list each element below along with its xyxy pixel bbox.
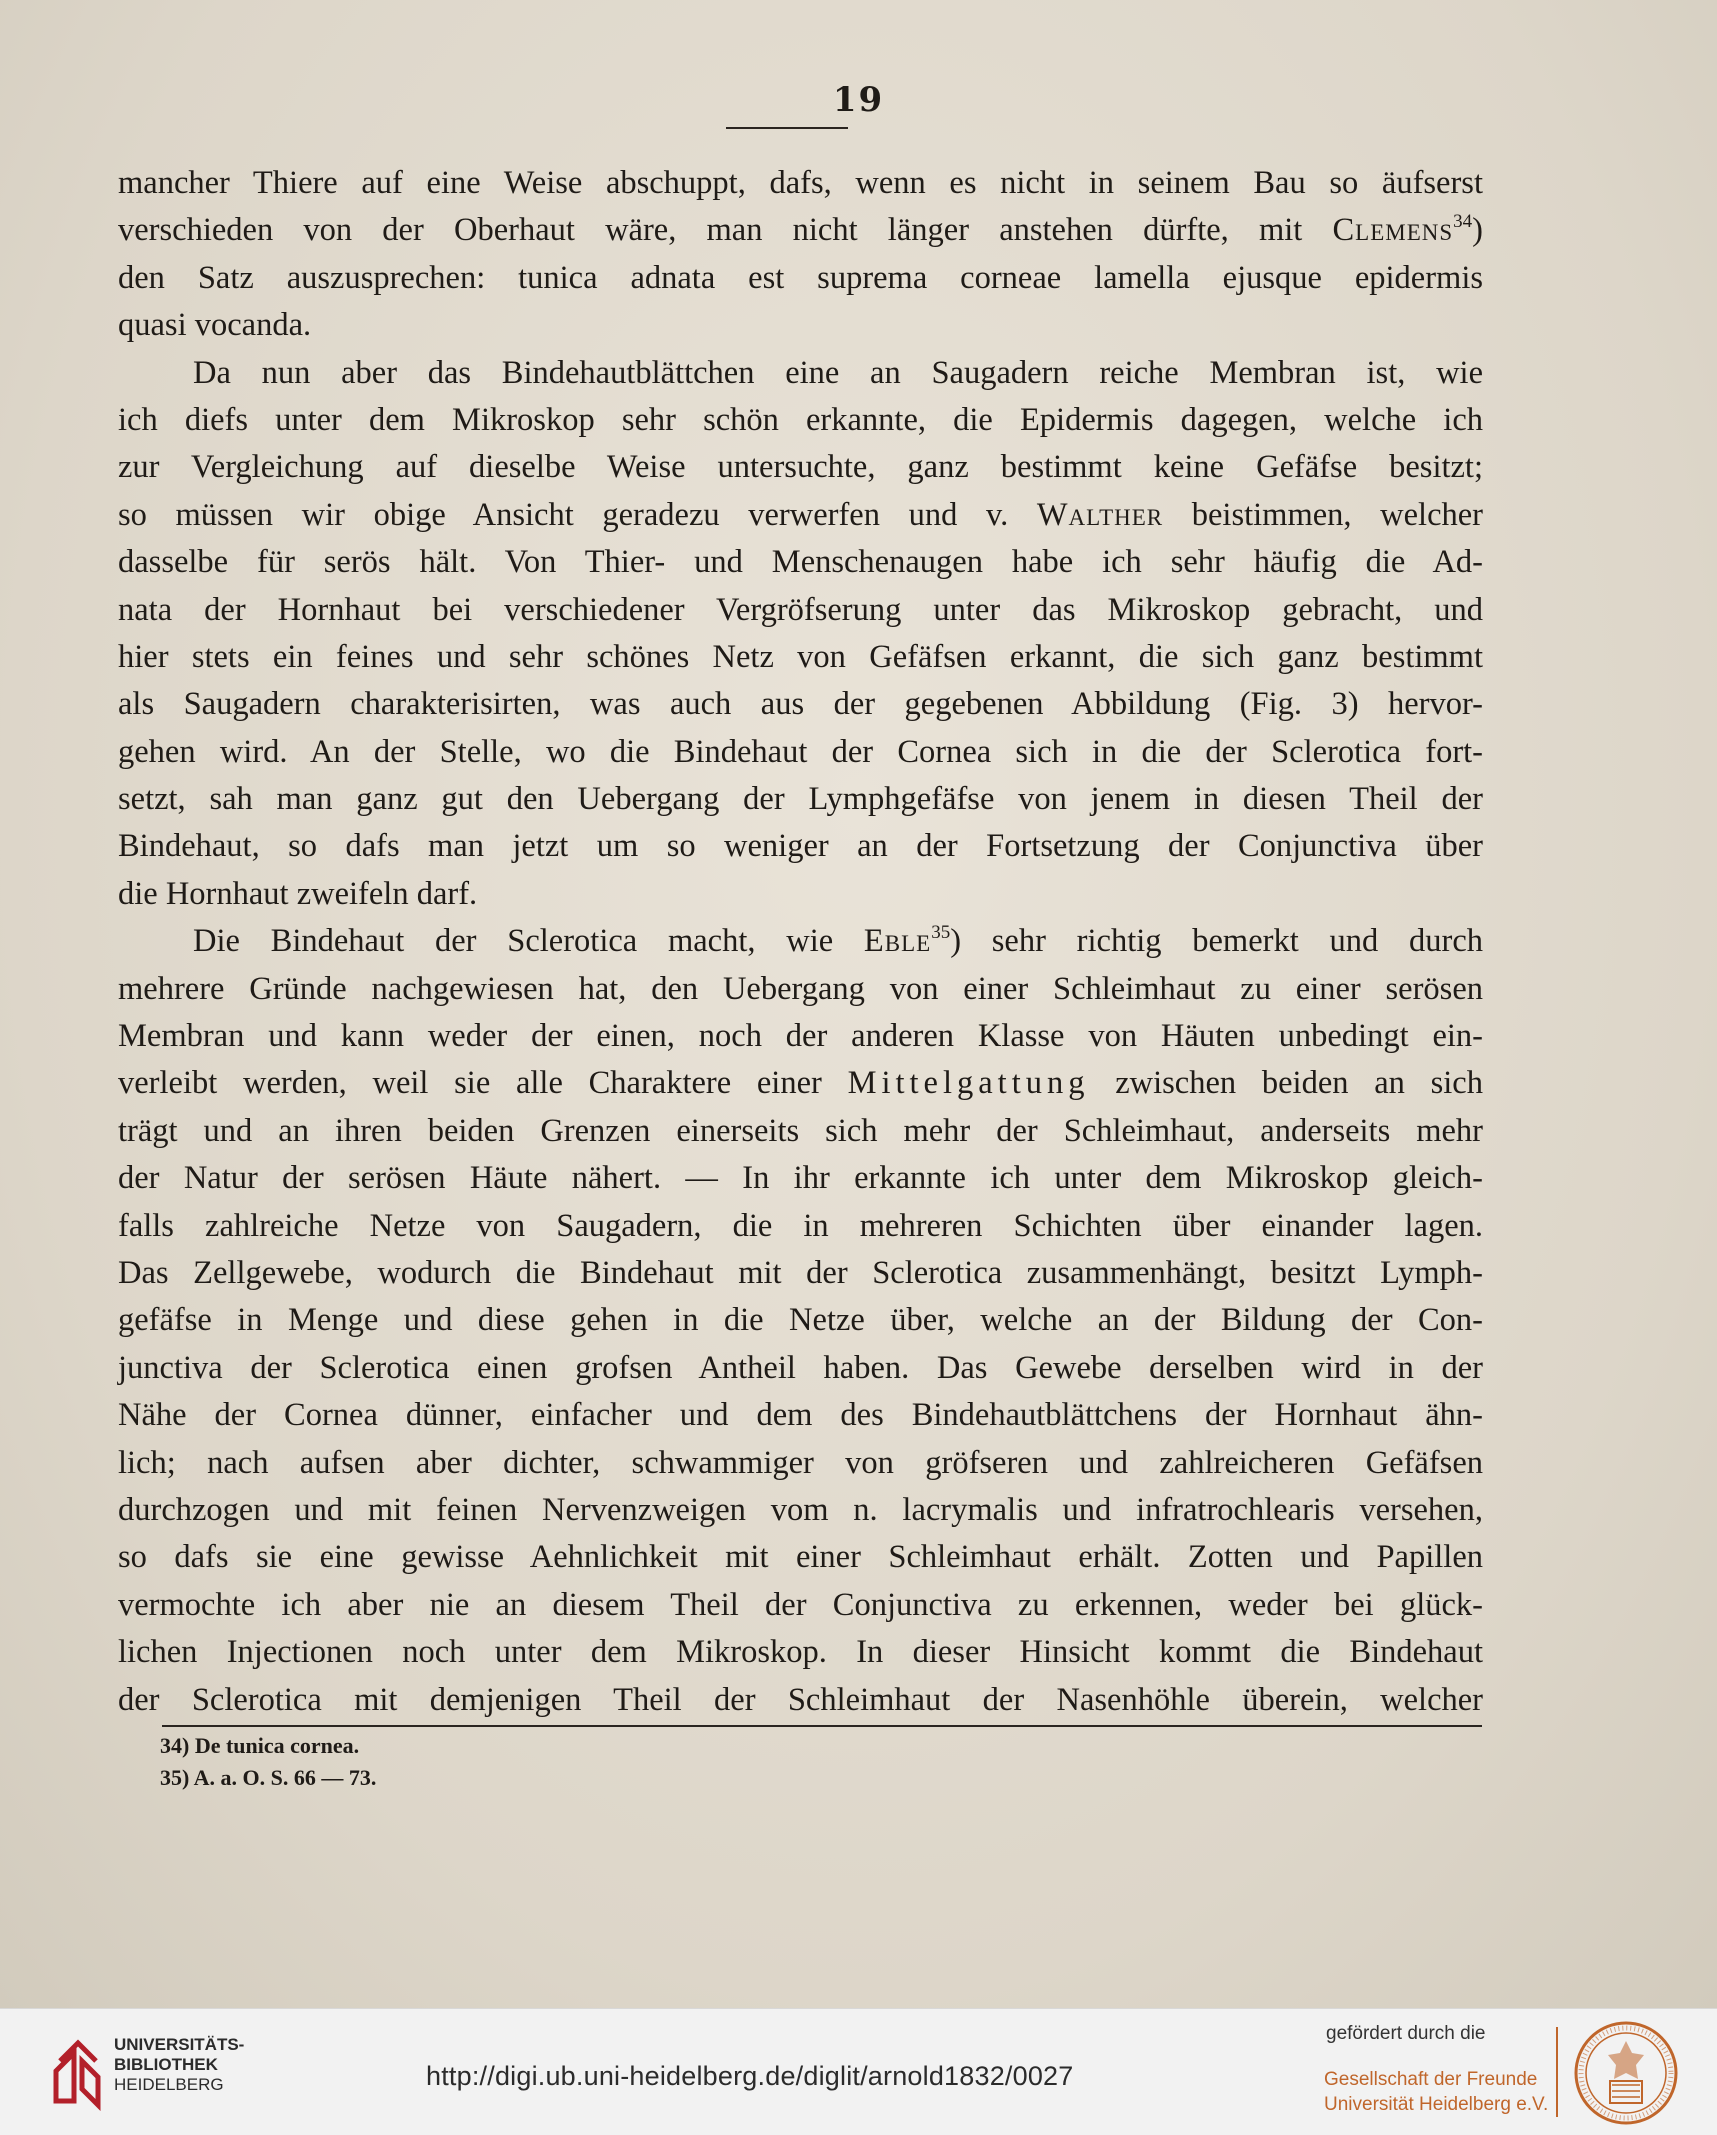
text-line: [118, 1534, 1483, 1581]
text-line: [118, 1440, 1483, 1487]
text-segment: ) sehr richtig bemerkt und durch: [950, 923, 1483, 960]
text-line: [118, 1250, 1483, 1297]
text-line: [118, 776, 1483, 823]
text-segment: Die Bindehaut der Sclerotica macht, wie: [193, 923, 864, 960]
text-segment: Eble: [863, 923, 932, 960]
text-segment: der Natur der serösen Häute nähert. — In ihr erkannte ich unter dem Mikroskop gleich-: [118, 1160, 1483, 1197]
footnote-34: 34) De tunica cornea.: [160, 1733, 360, 1758]
page-number-rule: [726, 127, 848, 129]
page-number: 19: [832, 80, 885, 120]
library-name-line-1: UNIVERSITÄTS-: [114, 2035, 245, 2054]
text-segment: so dafs sie eine gewisse Aehnlichkeit mit einer Schleimhaut erhält. Zotten und Papillen: [118, 1539, 1483, 1576]
text-line: [118, 1108, 1483, 1155]
text-segment: hier stets ein feines und sehr schönes Netz von Gefäfsen erkannt, die sich ganz bestimmt: [118, 638, 1483, 675]
text-line: [118, 1345, 1483, 1392]
text-segment: zur Vergleichung auf dieselbe Weise untersuchte, ganz bestimmt keine Gefäfse besitzt;: [118, 449, 1483, 486]
university-seal-icon: [1572, 2019, 1680, 2127]
society-name-line-1: Gesellschaft der Freunde: [1324, 2069, 1538, 2090]
text-line: [118, 634, 1483, 681]
text-segment: Bindehaut, so dafs man jetzt um so weniger an der Fortsetzung der Conjunctiva über: [118, 828, 1483, 865]
text-segment: die Hornhaut zweifeln darf.: [118, 875, 478, 912]
text-line: [118, 350, 1483, 397]
text-line: [118, 918, 1483, 965]
text-segment: quasi vocanda.: [118, 307, 312, 344]
text-line: [118, 1629, 1483, 1676]
text-segment: junctiva der Sclerotica einen grofsen Antheil haben. Das Gewebe derselben wird in der: [118, 1349, 1483, 1386]
digitization-footer: [0, 2008, 1717, 2135]
text-line: [118, 1013, 1483, 1060]
funded-by-label: gefördert durch die: [1326, 2023, 1486, 2044]
text-segment: verleibt werden, weil sie alle Charaktere einer: [118, 1065, 848, 1102]
body-text: [118, 160, 1483, 1724]
text-line: [118, 444, 1483, 491]
text-line: [118, 871, 1483, 918]
footnote-35: 35) A. a. O. S. 66 — 73.: [160, 1765, 377, 1790]
text-line: [118, 302, 1483, 349]
text-segment: durchzogen und mit feinen Nervenzweigen vom n. lacrymalis und infratrochlearis versehen,: [118, 1491, 1483, 1528]
text-segment: so müssen wir obige Ansicht geradezu verwerfen und v.: [118, 496, 1037, 533]
text-line: [118, 492, 1483, 539]
footnote-rule: [162, 1725, 1482, 1727]
permalink-url[interactable]: http://digi.ub.uni-heidelberg.de/diglit/arnold1832/0027: [426, 2061, 1074, 2091]
text-segment: vermochte ich aber nie an diesem Theil der Conjunctiva zu erkennen, weder bei glück-: [118, 1586, 1483, 1623]
text-segment: setzt, sah man ganz gut den Uebergang der Lymphgefäfse von jenem in diesen Theil der: [118, 781, 1483, 818]
text-segment: gefäfse in Menge und diese gehen in die Netze über, welche an der Bildung der Con-: [118, 1302, 1483, 1339]
text-segment: Da nun aber das Bindehautblättchen eine an Saugadern reiche Membran ist, wie: [193, 354, 1483, 391]
text-segment: mehrere Gründe nachgewiesen hat, den Uebergang von einer Schleimhaut zu einer serösen: [118, 970, 1483, 1007]
text-line: [118, 966, 1483, 1013]
text-segment: falls zahlreiche Netze von Saugadern, die in mehreren Schichten über einander lagen.: [118, 1207, 1483, 1244]
text-line: [118, 539, 1483, 586]
text-segment: lich; nach aufsen aber dichter, schwammiger von gröfseren und zahlreicheren Gefäfsen: [118, 1444, 1483, 1481]
text-line: [118, 397, 1483, 444]
text-line: [118, 1203, 1483, 1250]
text-line: [118, 1677, 1483, 1724]
text-segment: zwischen beiden an sich: [1089, 1065, 1483, 1102]
text-segment: Membran und kann weder der einen, noch der anderen Klasse von Häuten unbedingt ein-: [118, 1018, 1483, 1055]
text-line: [118, 1297, 1483, 1344]
text-line: [118, 587, 1483, 634]
footnotes: [160, 1730, 376, 1794]
text-segment: ): [1472, 212, 1483, 249]
text-segment: trägt und an ihren beiden Grenzen einerseits sich mehr der Schleimhaut, anderseits mehr: [118, 1112, 1483, 1149]
text-segment: gehen wird. An der Stelle, wo die Bindehaut der Cornea sich in die der Sclerotica fort-: [118, 733, 1483, 770]
library-name-line-3: HEIDELBERG: [114, 2075, 224, 2094]
society-name[interactable]: [1324, 2067, 1548, 2117]
society-name-line-2: Universität Heidelberg e.V.: [1324, 2094, 1549, 2115]
library-name[interactable]: [114, 2035, 244, 2095]
text-segment: nata der Hornhaut bei verschiedener Vergröfserung unter das Mikroskop gebracht, und: [118, 591, 1483, 628]
footer-divider: [1556, 2027, 1558, 2117]
text-segment: Nähe der Cornea dünner, einfacher und dem des Bindehautblättchens der Hornhaut ähn-: [118, 1397, 1483, 1434]
text-line: [118, 1487, 1483, 1534]
text-line: [118, 1582, 1483, 1629]
text-line: [118, 729, 1483, 776]
text-segment: mancher Thiere auf eine Weise abschuppt, dafs, wenn es nicht in seinem Bau so äufserst: [118, 165, 1483, 201]
text-segment: Das Zellgewebe, wodurch die Bindehaut mit der Sclerotica zusammenhängt, besitzt Lymph-: [118, 1254, 1483, 1291]
text-segment: Mittelgattung: [847, 1065, 1090, 1102]
text-line: [118, 1060, 1483, 1107]
text-segment: Clemens: [1332, 212, 1454, 249]
text-line: [118, 681, 1483, 728]
text-line: [118, 823, 1483, 870]
text-line: [118, 1392, 1483, 1439]
ub-heidelberg-logo-icon[interactable]: [52, 2031, 104, 2111]
text-segment: den Satz auszusprechen: tunica adnata est suprema corneae lamella ejusque epidermis: [118, 259, 1483, 296]
text-segment: Walther: [1036, 496, 1164, 533]
text-segment: dasselbe für serös hält. Von Thier- und Menschenaugen habe ich sehr häufig die Ad-: [118, 544, 1483, 581]
text-segment: ich diefs unter dem Mikroskop sehr schön erkannte, die Epidermis dagegen, welche ich: [118, 401, 1483, 438]
library-name-line-2: BIBLIOTHEK: [114, 2055, 218, 2074]
footnote-marker: 34: [1453, 211, 1473, 233]
text-segment: der Sclerotica mit demjenigen Theil der Schleimhaut der Nasenhöhle überein, welcher: [118, 1681, 1483, 1718]
text-line: [118, 255, 1483, 302]
text-line: [118, 1155, 1483, 1202]
text-segment: lichen Injectionen noch unter dem Mikroskop. In dieser Hinsicht kommt die Bindehaut: [118, 1634, 1483, 1671]
text-segment: als Saugadern charakterisirten, was auch aus der gegebenen Abbildung (Fig. 3) hervor-: [118, 686, 1483, 723]
text-line: [118, 207, 1483, 254]
text-segment: beistimmen, welcher: [1163, 496, 1483, 533]
text-line: [118, 160, 1483, 207]
text-segment: verschieden von der Oberhaut wäre, man nicht länger anstehen dürfte, mit: [118, 212, 1333, 249]
footnote-marker: 35: [931, 922, 951, 944]
